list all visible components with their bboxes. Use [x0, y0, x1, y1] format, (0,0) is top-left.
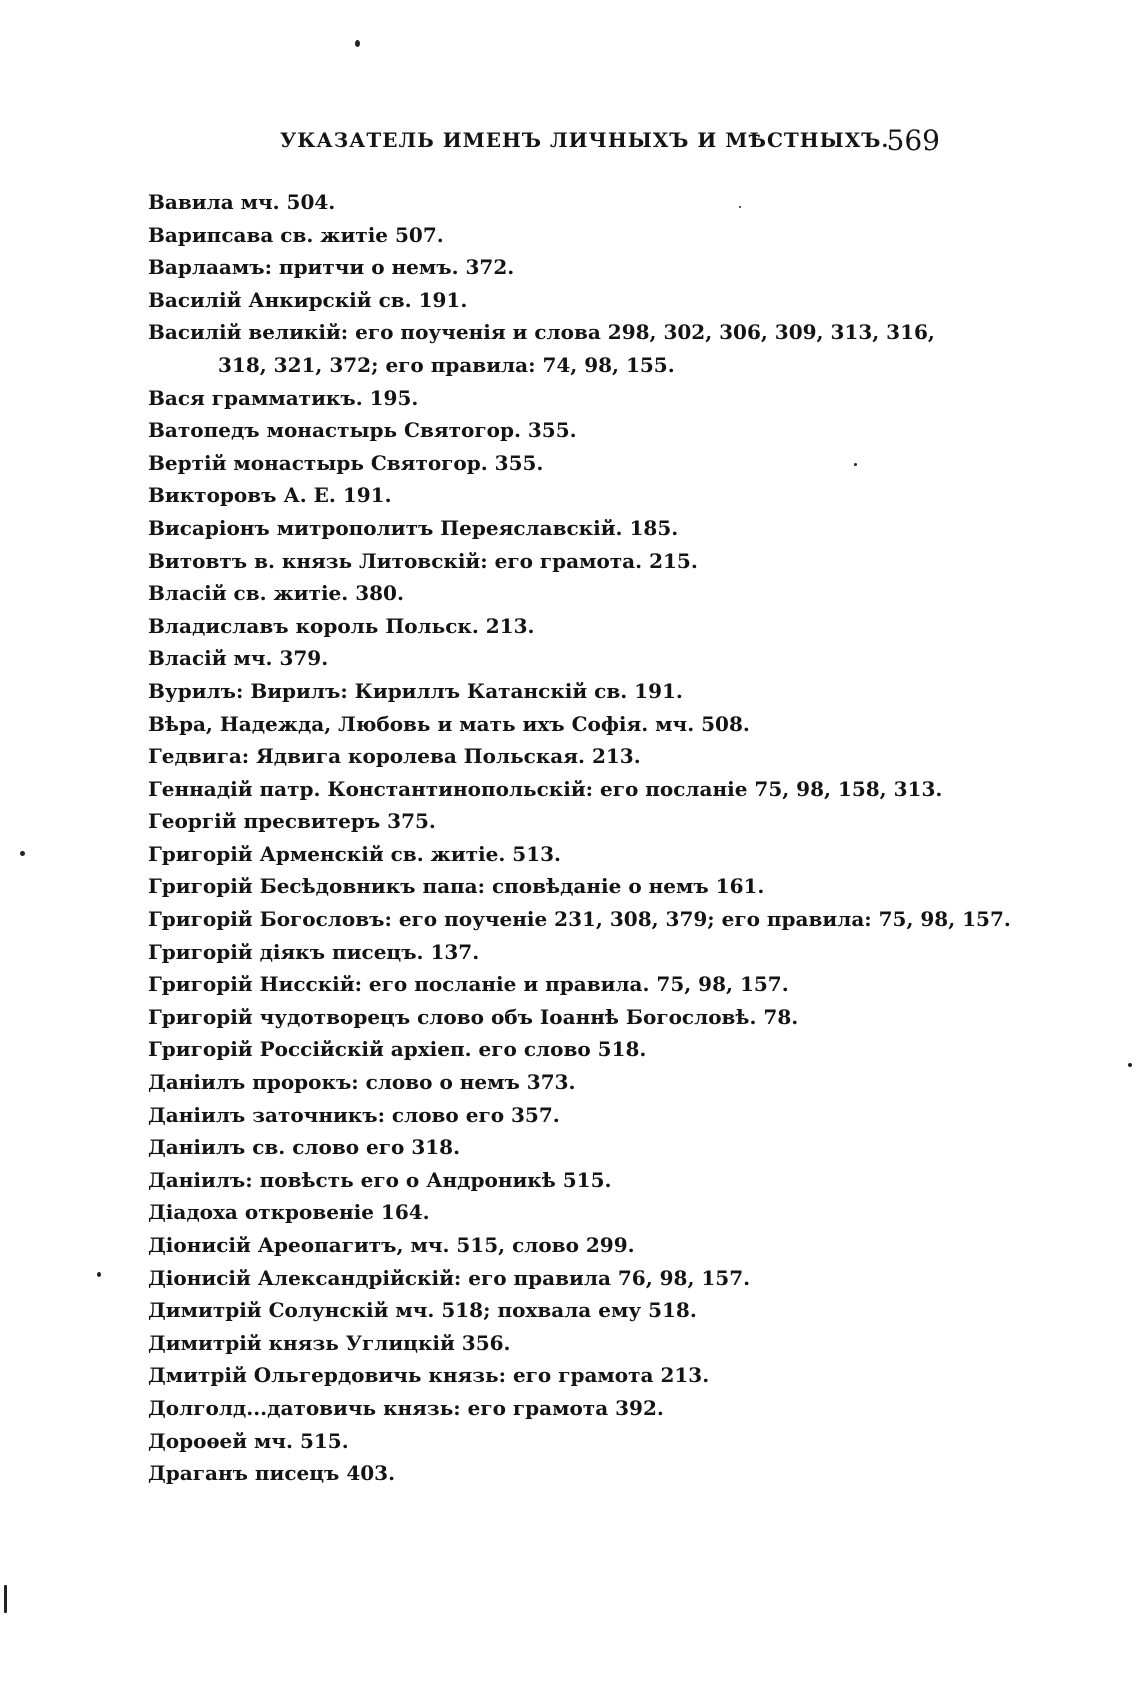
index-entry: Григорій Арменскій св. житіе. 513. [148, 841, 562, 866]
index-entry: Висаріонъ митрополитъ Переяславскій. 185. [148, 515, 679, 540]
index-entry: Викторовъ А. Е. 191. [148, 483, 392, 508]
index-entry: Димитрій князь Углицкій 356. [148, 1330, 511, 1355]
index-entry: Даніилъ: повѣсть его о Андроникѣ 515. [148, 1167, 612, 1192]
scan-speck [355, 40, 360, 47]
index-entry: Варлаамъ: притчи о немъ. 372. [148, 255, 515, 280]
index-entry: Георгій пресвитеръ 375. [148, 809, 436, 834]
index-entry: Гедвига: Ядвига королева Польская. 213. [148, 744, 641, 769]
index-entry: Григорій діякъ писецъ. 137. [148, 939, 480, 964]
index-entry: Витовтъ в. князь Литовскій: его грамота. 215. [148, 548, 698, 573]
index-entry: Діонисій Ареопагитъ, мч. 515, слово 299. [148, 1233, 635, 1257]
scan-speck [97, 1272, 101, 1277]
index-entry: Вурилъ: Вирилъ: Кириллъ Катанскій св. 191. [148, 678, 683, 703]
index-entry: Даніилъ св. слово его 318. [148, 1135, 461, 1160]
index-entry: Даніилъ пророкъ: слово о немъ 373. [148, 1070, 576, 1095]
index-entry: Вася грамматикъ. 195. [148, 385, 419, 410]
index-entry: Василій Анкирскій св. 191. [148, 287, 468, 312]
index-entry: Вавила мч. 504. [148, 190, 336, 214]
scan-speck [1128, 1063, 1132, 1067]
scan-speck [4, 1585, 7, 1613]
index-entry: Вѣра, Надежда, Любовь и мать ихъ Софія. мч. 508. [148, 711, 750, 736]
index-entry: Даніилъ заточникъ: слово его 357. [148, 1102, 560, 1127]
index-entry: Дороѳей мч. 515. [148, 1428, 349, 1453]
scan-speck [739, 206, 741, 208]
index-entry: Ватопедъ монастырь Святогор. 355. [148, 418, 577, 443]
index-entry: Григорій Россійскій архіеп. его слово 518. [148, 1037, 647, 1062]
scan-speck [854, 463, 857, 466]
index-entry: Григорій Нисскій: его посланіе и правила. 75, 98, 157. [148, 972, 789, 997]
index-list [148, 186, 1011, 1490]
index-entry: Драганъ писецъ 403. [148, 1461, 396, 1486]
index-entry: Владиславъ король Польск. 213. [148, 613, 535, 638]
index-entry: Діадоха откровеніе 164. [148, 1200, 430, 1225]
running-title: УКАЗАТЕЛЬ ИМЕНЪ ЛИЧНЫХЪ И МѢСТНЫХЪ. [280, 128, 890, 152]
index-entry: Вертій монастырь Святогор. 355. [148, 450, 544, 475]
page-number: 569 [886, 124, 940, 157]
scan-speck [20, 851, 25, 856]
index-entry: Дмитрій Ольгердовичь князь: его грамота 213. [148, 1363, 710, 1388]
index-entry-continuation: 318, 321, 372; его правила: 74, 98, 155. [218, 352, 675, 377]
index-entry: Варипсава св. житіе 507. [148, 222, 444, 247]
index-entry: Григорій Богословъ: его поученіе 231, 308, 379; его правила: 75, 98, 157. [148, 907, 1011, 932]
index-entry: Василій великій: его поученія и слова 298, 302, 306, 309, 313, 316, [148, 320, 935, 345]
index-entry: Димитрій Солунскій мч. 518; похвала ему 518. [148, 1298, 697, 1323]
index-entry: Геннадій патр. Константинопольскій: его посланіе 75, 98, 158, 313. [148, 776, 943, 801]
index-entry: Григорій Бесѣдовникъ папа: сповѣданіе о немъ 161. [148, 874, 765, 899]
index-entry: Діонисій Александрійскій: его правила 76, 98, 157. [148, 1265, 751, 1290]
index-entry: Григорій чудотворецъ слово объ Іоаннѣ Богословѣ. 78. [148, 1004, 799, 1029]
index-entry: Власій мч. 379. [148, 646, 329, 671]
index-entry: Долголд...датовичь князь: его грамота 392. [148, 1395, 664, 1420]
index-entry: Власій св. житіе. 380. [148, 581, 404, 606]
running-head [280, 124, 940, 164]
